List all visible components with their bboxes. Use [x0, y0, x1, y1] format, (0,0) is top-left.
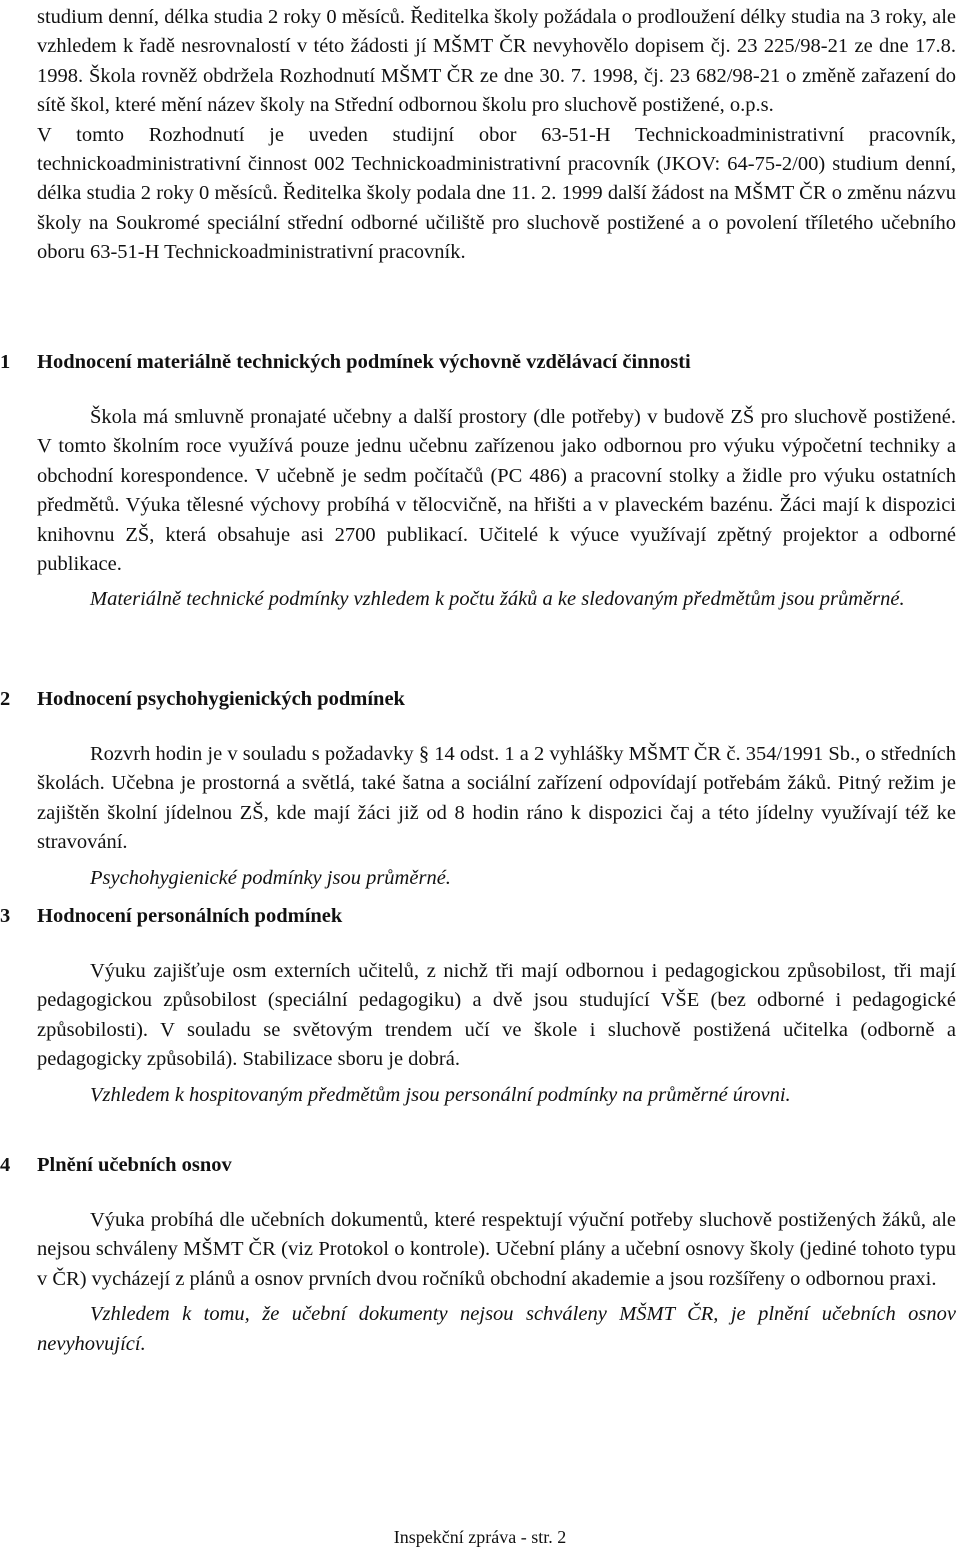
section-conclusion: Vzhledem k tomu, že učební dokumenty nejsou schváleny MŠMT ČR, je plnění učebních osnov nevyhovující.	[37, 1303, 956, 1355]
intro-paragraph-1: studium denní, délka studia 2 roky 0 měsíců. Ředitelka školy požádala o prodloužení délky studia na 3 roky, ale vzhledem k řadě nesrovnalostí v této žádosti jí MŠMT ČR nevyhovělo dopisem čj. 23 225/98-21 ze dne 17.8. 1998. Škola rovněž obdržela Rozhodnutí MŠMT ČR ze dne 30. 7. 1998, čj. 23 682/98-21 o změně zařazení do sítě škol, které mění název školy na Střední odbornou školu pro sluchově postižené, o.p.s.	[37, 6, 956, 117]
section-number: 4	[0, 1154, 11, 1176]
intro-paragraph-2: V tomto Rozhodnutí je uveden studijní obor 63-51-H Technickoadministrativní pracovník, technickoadministrativní činnost 002 Technickoadministrativní pracovník (JKOV: 64-75-2/00) studium denní, délka studia 2 roky 0 měsíců. Ředitelka školy podala dne 11. 2. 1999 další žádost na MŠMT ČR o změnu názvu školy na Soukromé speciální střední odborné učiliště pro sluchově postižené a o povolení tříletého učebního oboru 63-51-H Technickoadministrativní pracovník.	[37, 123, 956, 264]
section-4	[0, 1154, 960, 1359]
section-body: Výuku zajišťuje osm externích učitelů, z nichž tři mají odbornou i pedagogickou způsobilost, tři mají pedagogickou způsobilost (speciální pedagogiku) a dvě jsou studující VŠE (bez odborné i pedagogické způsobilosti). V souladu se světovým trendem učí ve škole i sluchově postižená učitelka (odborně a pedagogicky způsobilá). Stabilizace sboru je dobrá.	[37, 960, 956, 1071]
section-title: Hodnocení materiálně technických podmínek výchovně vzdělávací činnosti	[37, 351, 691, 373]
section-heading	[0, 905, 960, 935]
section-body: Škola má smluvně pronajaté učebny a další prostory (dle potřeby) v budově ZŠ pro sluchově postižené. V tomto školním roce využívá pouze jednu učebnu zařízenou jako odbornou pro výuku výpočetní techniky a obchodní korespondence. V učebně je sedm počítačů (PC 486) a pracovní stolky a židle pro výuku ostatních předmětů. Výuka tělesné výchovy probíhá v tělocvičně, na hřišti a v plaveckém bazénu. Žáci mají k dispozici knihovnu ZŠ, která obsahuje asi 2700 publikací. Učitelé k výuce využívají zpětný projektor a odborné publikace.	[37, 406, 956, 576]
section-body: Rozvrh hodin je v souladu s požadavky § 14 odst. 1 a 2 vyhlášky MŠMT ČR č. 354/1991 Sb., o středních školách. Učebna je prostorná a světlá, také šatna a sociální zařízení odpovídají potřebám žáků. Pitný režim je zajištěn školní jídelnou ZŠ, kde mají žáci již od 8 hodin ráno k dispozici čaj a této jídelny využívají též ke stravování.	[37, 743, 956, 854]
section-number: 2	[0, 688, 11, 710]
section-heading	[0, 688, 960, 718]
section-conclusion: Psychohygienické podmínky jsou průměrné.	[90, 866, 451, 889]
section-title: Hodnocení personálních podmínek	[37, 905, 343, 927]
intro-text	[37, 3, 956, 268]
page-footer: Inspekční zpráva - str. 2	[393, 1527, 567, 1547]
section-3	[0, 905, 960, 1110]
section-body: Výuka probíhá dle učebních dokumentů, které respektují výuční potřeby sluchově postižených žáků, ale nejsou schváleny MŠMT ČR (viz Protokol o kontrole). Učební plány a učební osnovy školy (jediné tohoto typu v ČR) vycházejí z plánů a osnov prvních dvou ročníků obchodní akademie a jsou rozšířeny o odbornou praxi.	[37, 1209, 956, 1290]
section-heading	[0, 1154, 960, 1184]
section-heading	[0, 351, 960, 381]
section-title: Hodnocení psychohygienických podmínek	[37, 688, 405, 710]
section-conclusion: Vzhledem k hospitovaným předmětům jsou personální podmínky na průměrné úrovni.	[90, 1083, 791, 1106]
section-2	[0, 688, 960, 893]
section-conclusion: Materiálně technické podmínky vzhledem k počtu žáků a ke sledovaným předmětům jsou průměrné.	[90, 588, 905, 611]
section-title: Plnění učebních osnov	[37, 1154, 232, 1176]
section-number: 3	[0, 905, 11, 927]
section-1	[0, 351, 960, 615]
section-number: 1	[0, 351, 11, 373]
